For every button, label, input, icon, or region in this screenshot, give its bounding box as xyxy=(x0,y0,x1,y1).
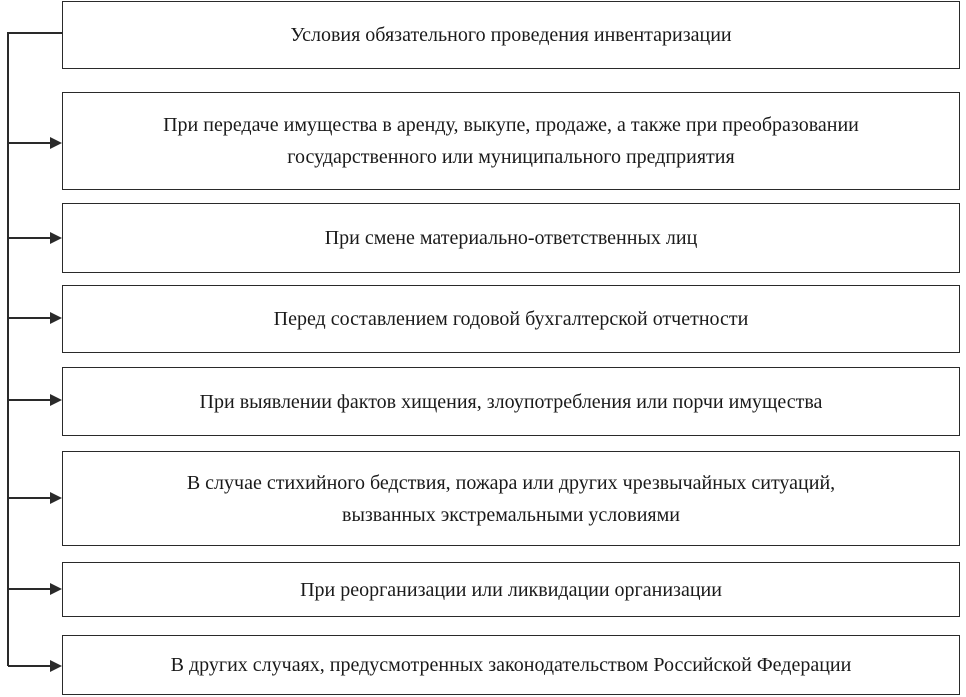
condition-box-3 xyxy=(62,285,960,353)
condition-box-2 xyxy=(62,203,960,273)
arrow-condition-4 xyxy=(8,394,62,406)
arrow-condition-6 xyxy=(8,583,62,595)
condition-text: При смене материально-ответственных лиц xyxy=(324,227,698,249)
header-box xyxy=(62,1,960,69)
condition-box-4 xyxy=(62,367,960,436)
header-text: Условия обязательного проведения инвентаризации xyxy=(290,24,732,46)
condition-text: В других случаях, предусмотренных законодательством Российской Федерации xyxy=(170,654,852,676)
condition-text: вызванных экстремальными условиями xyxy=(342,503,680,526)
condition-box-6 xyxy=(62,562,960,617)
condition-text: При реорганизации или ликвидации организации xyxy=(300,578,722,601)
condition-text: В случае стихийного бедствия, пожара или других чрезвычайных ситуаций, xyxy=(186,471,836,494)
arrowhead-icon xyxy=(50,394,62,406)
arrowhead-icon xyxy=(50,492,62,504)
arrowhead-icon xyxy=(50,583,62,595)
arrowhead-icon xyxy=(50,312,62,324)
arrowhead-icon xyxy=(50,232,62,244)
condition-text: При выявлении фактов хищения, злоупотребления или порчи имущества xyxy=(199,390,823,413)
arrowhead-icon xyxy=(50,137,62,149)
condition-box-7 xyxy=(62,635,960,695)
arrow-condition-2 xyxy=(8,232,62,244)
condition-box-5 xyxy=(62,451,960,546)
arrow-condition-1 xyxy=(8,137,62,149)
condition-text: Перед составлением годовой бухгалтерской отчетности xyxy=(273,308,749,330)
header-connector-line xyxy=(7,32,62,34)
connector-trunk-line xyxy=(7,32,9,666)
condition-text: государственного или муниципального предприятия xyxy=(287,146,735,168)
arrow-condition-5 xyxy=(8,492,62,504)
condition-text: При передаче имущества в аренду, выкупе, продаже, а также при преобразовании xyxy=(163,114,859,136)
arrow-condition-3 xyxy=(8,312,62,324)
arrow-condition-7 xyxy=(8,660,62,672)
arrowhead-icon xyxy=(50,660,62,672)
condition-box-1 xyxy=(62,92,960,190)
